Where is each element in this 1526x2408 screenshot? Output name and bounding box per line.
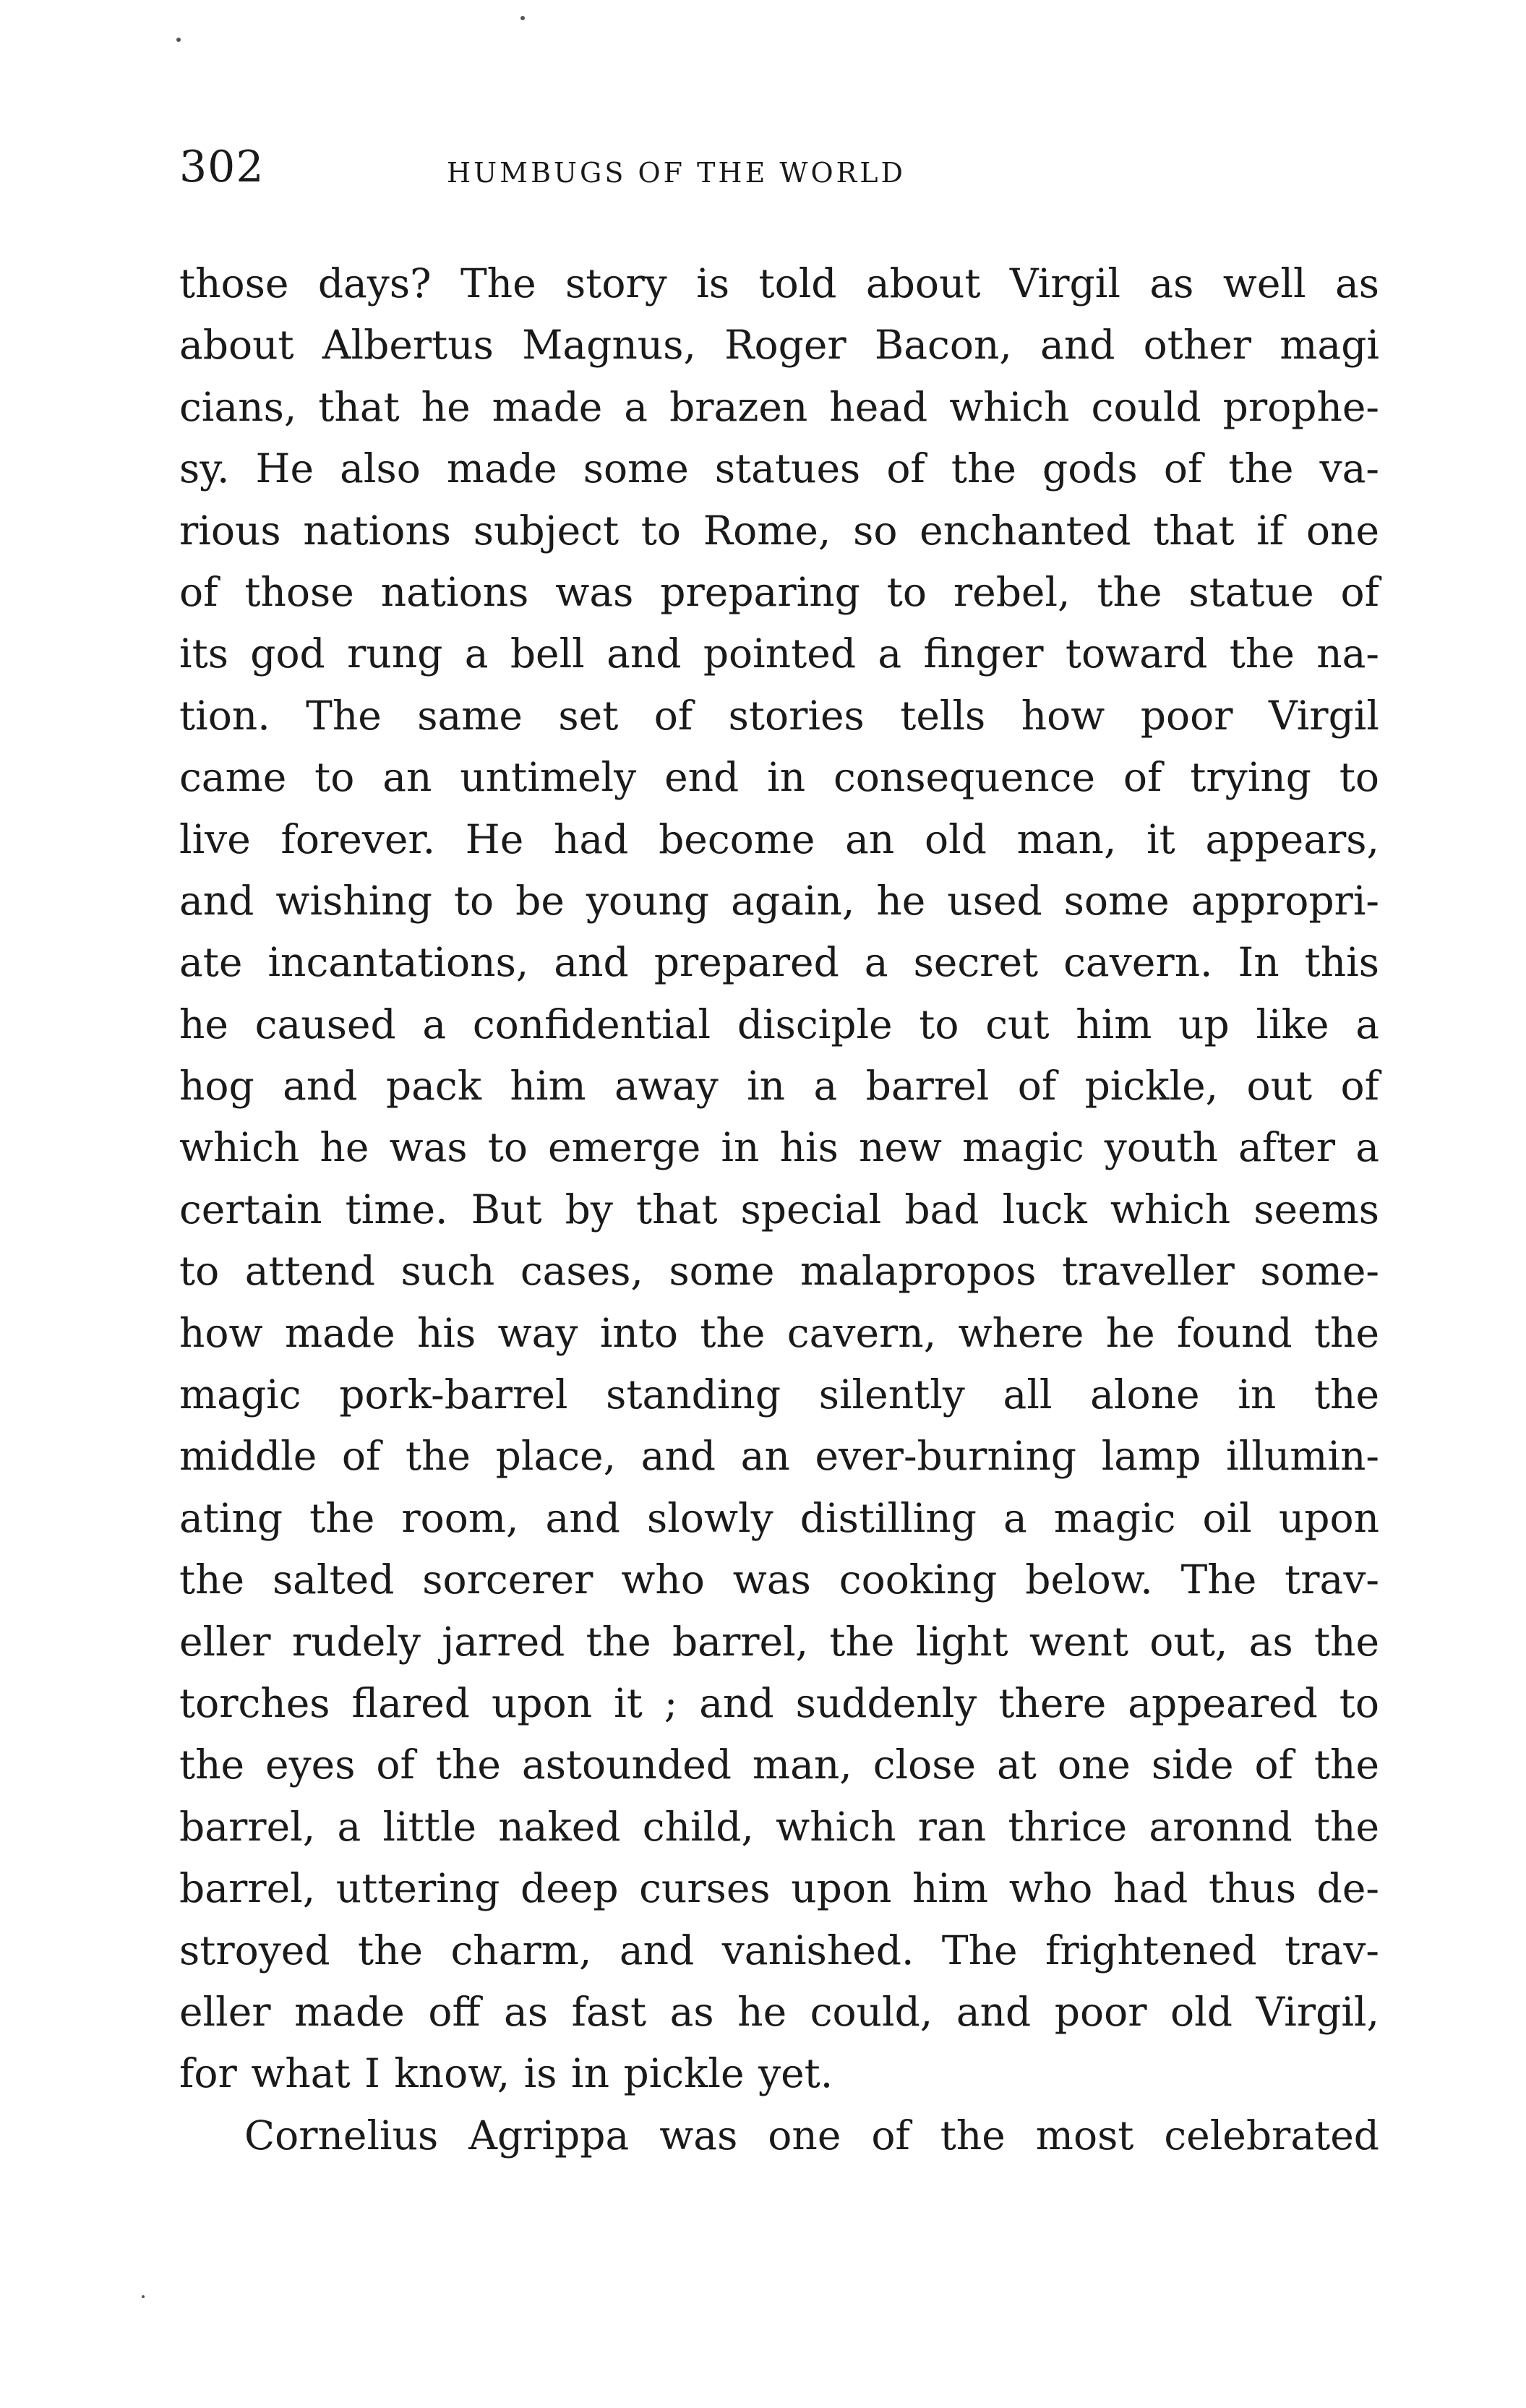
running-title: HUMBUGS OF THE WORLD (447, 157, 906, 189)
text-line: middle of the place, and an ever-burning lamp illumin- (179, 1433, 1379, 1480)
text-line: eller made off as fast as he could, and poor old Virgil, (179, 1988, 1379, 2035)
text-line: eller rudely jarred the barrel, the light went out, as the (179, 1618, 1379, 1665)
text-line: stroyed the charm, and vanished. The frightened trav- (179, 1927, 1379, 1974)
text-line: about Albertus Magnus, Roger Bacon, and other magi (179, 322, 1379, 369)
page-header (179, 134, 1379, 200)
paragraph-start-line: Cornelius Agrippa was one of the most celebrated (244, 2112, 1379, 2159)
text-line: those days? The story is told about Virgil as well as (179, 260, 1379, 307)
text-line: ating the room, and slowly distilling a magic oil upon (179, 1494, 1379, 1541)
text-line: torches flared upon it ; and suddenly there appeared to (179, 1679, 1379, 1726)
text-line: how made his way into the cavern, where he found the (179, 1309, 1379, 1356)
text-line: barrel, a little naked child, which ran thrice aronnd the (179, 1803, 1379, 1850)
text-line: its god rung a bell and pointed a finger toward the na- (179, 630, 1379, 677)
print-speck (176, 38, 181, 42)
text-line: of those nations was preparing to rebel, the statue of (179, 568, 1379, 615)
text-line: came to an untimely end in consequence of trying to (179, 754, 1379, 801)
text-line: hog and pack him away in a barrel of pickle, out of (179, 1063, 1379, 1110)
print-speck (142, 2295, 145, 2298)
text-line: sy. He also made some statues of the gods of the va- (179, 445, 1379, 492)
text-line: the eyes of the astounded man, close at one side of the (179, 1741, 1379, 1788)
text-line: rious nations subject to Rome, so enchanted that if one (179, 507, 1379, 554)
text-line: which he was to emerge in his new magic youth after a (179, 1124, 1379, 1171)
text-line: the salted sorcerer who was cooking below. The trav- (179, 1556, 1379, 1603)
body-text (179, 253, 1379, 2167)
text-line: cians, that he made a brazen head which could prophe- (179, 383, 1379, 430)
paragraph-end-line: for what I know, is in pickle yet. (179, 2050, 833, 2097)
text-line: tion. The same set of stories tells how poor Virgil (179, 692, 1379, 739)
page-number: 302 (179, 142, 265, 192)
text-line: he caused a confidential disciple to cut him up like a (179, 1001, 1379, 1047)
text-line: certain time. But by that special bad luck which seems (179, 1186, 1379, 1233)
text-line: to attend such cases, some malapropos traveller some- (179, 1248, 1379, 1295)
text-line: live forever. He had become an old man, it appears, (179, 815, 1379, 862)
text-line: magic pork-barrel standing silently all alone in the (179, 1371, 1379, 1418)
print-speck (520, 16, 525, 20)
text-line: ate incantations, and prepared a secret cavern. In this (179, 939, 1379, 986)
text-line: and wishing to be young again, he used some appropri- (179, 877, 1379, 924)
text-line: barrel, uttering deep curses upon him who had thus de- (179, 1865, 1379, 1912)
